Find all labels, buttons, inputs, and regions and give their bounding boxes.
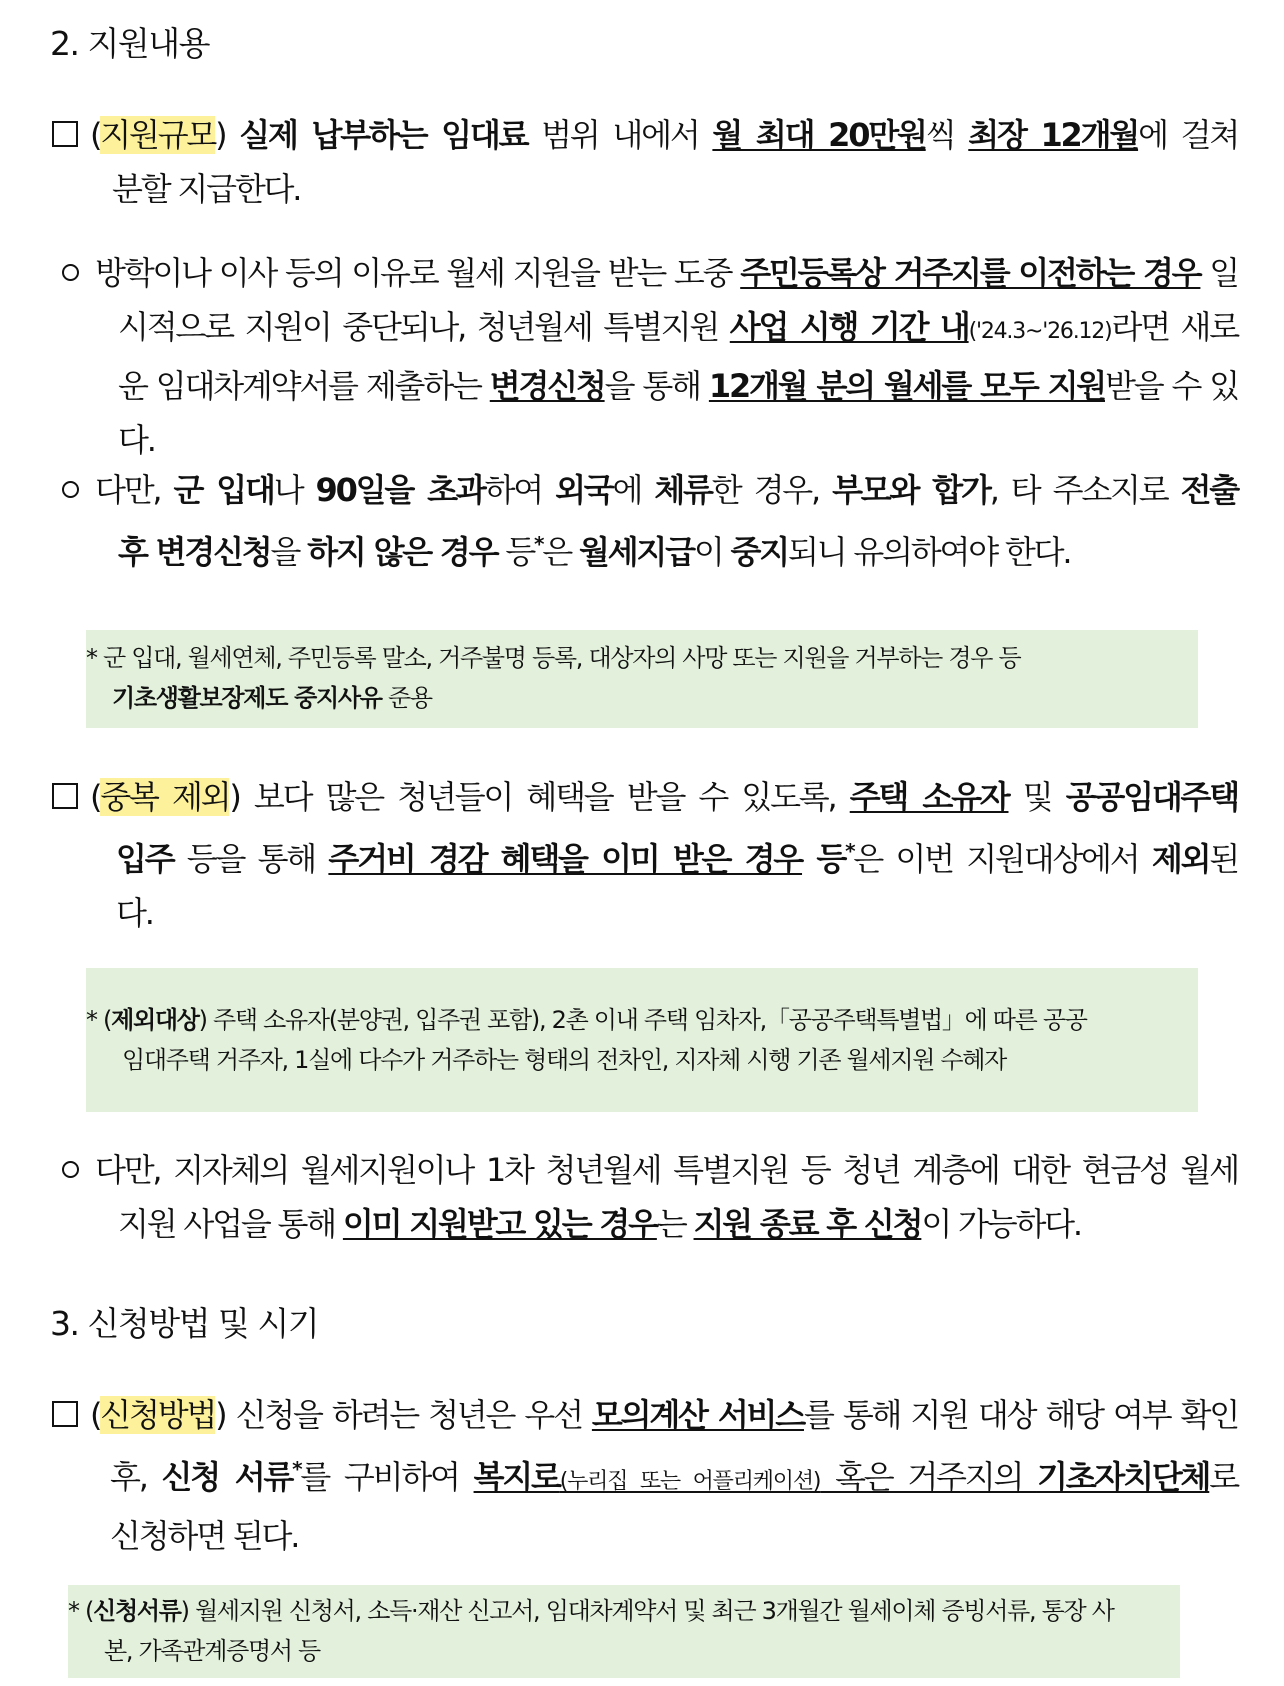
checkbox-bullet-icon [52, 783, 78, 809]
max-period-text: 최장 12개월 [968, 116, 1139, 154]
text-span: 이 가능하다. [921, 1205, 1081, 1243]
period-dates-text: ('24.3~'26.12) [968, 319, 1112, 344]
circle-bullet-icon [62, 481, 79, 498]
suspension-note-line-1: * 군 입대, 월세연체, 주민등록 말소, 거주불명 등록, 대상자의 사망 또는 지원을 거부하는 경우 등 [86, 644, 1021, 672]
documents-note-line-1 [68, 1585, 1180, 1631]
project-period-text: 사업 시행 기간 내 [729, 308, 969, 346]
suspension-line-1 [62, 463, 1238, 517]
text-span: 는 [656, 1205, 694, 1243]
support-scale-paragraph [52, 108, 1238, 216]
duplicate-tag: 중복 제외 [100, 778, 230, 816]
text-span: 씩 [925, 116, 969, 154]
text-span: 은 [542, 533, 579, 571]
text-span: 운 임대차계약서를 제출하는 [118, 367, 490, 405]
address-move-paragraph [62, 246, 1238, 467]
text-span: 로 [1209, 1458, 1238, 1496]
text-span: 를 구비하여 [300, 1458, 474, 1496]
documents-note [68, 1585, 1180, 1678]
duplicate-line-3: 다. [116, 894, 153, 932]
public-rental-text: 공공임대주택 [1065, 778, 1238, 816]
move-out-text: 전출 [1180, 471, 1238, 509]
text-span: 혹은 거주지의 [820, 1458, 1037, 1496]
abroad-text: 외국 [555, 471, 613, 509]
text-span: 한 경우, [711, 471, 833, 509]
exclusion-note-line-1 [86, 968, 1198, 1040]
apply-after-end-text: 지원 종료 후 신청 [693, 1205, 922, 1243]
exclusion-note-line-2: 임대주택 거주자, 1실에 다수가 거주하는 형태의 전차인, 지자체 시행 기존 월세지원 수혜자 [122, 1046, 1007, 1074]
exclusion-target-label: 제외대상 [111, 1006, 199, 1034]
text-span: 일 [1200, 254, 1238, 292]
duplicate-exclusion-paragraph [52, 770, 1238, 940]
move-in-text: 입주 [116, 840, 174, 878]
text-span: 된 [1209, 840, 1239, 878]
method-line-2 [52, 1442, 1238, 1509]
not-done-text: 하지 않은 경우 [307, 533, 498, 571]
text-span: 다만, [95, 471, 174, 509]
method-tag: 신청방법 [100, 1396, 216, 1434]
text-span: 은 이번 지원대상에서 [853, 840, 1152, 878]
local-support-line-2 [62, 1197, 1238, 1251]
text-span: 되니 유의하여야 한다. [787, 533, 1071, 571]
local-support-paragraph [62, 1143, 1238, 1251]
support-scale-line-2: 분할 지급한다. [112, 170, 301, 208]
text-span: 지원 사업을 통해 [118, 1205, 343, 1243]
application-docs-text: 신청 서류 [161, 1458, 293, 1496]
parents-merge-text: 부모와 합가 [832, 471, 990, 509]
text-span: 후, [110, 1458, 162, 1496]
home-owner-text: 주택 소유자 [849, 778, 1009, 816]
text-span: 에 걸쳐 [1138, 116, 1239, 154]
full-support-text: 12개월 분의 월세를 모두 지원 [708, 367, 1105, 405]
text-span: 을 [270, 533, 308, 571]
actual-rent-text: 실제 납부하는 임대료 [239, 116, 528, 154]
already-benefit-text: 주거비 경감 혜택을 이미 받은 경우 [328, 840, 803, 878]
text-span: ) 주택 소유자(분양권, 입주권 포함), 2촌 이내 주택 임차자,「공공주택특별법」에 따른 공공 [198, 1006, 1087, 1034]
text-span: 를 통해 지원 대상 해당 여부 확인 [803, 1396, 1238, 1434]
text-span: 및 [1008, 778, 1066, 816]
address-move-line-4: 다. [118, 421, 155, 459]
simulation-service-text: 모의계산 서비스 [591, 1396, 804, 1434]
bokjiro-text: 복지로 [473, 1458, 560, 1496]
change-request-text: 변경신청 [489, 367, 605, 405]
text-span: 다만, 지자체의 월세지원이나 1차 청년월세 특별지원 등 청년 계층에 대한 현금성 월세 [95, 1151, 1238, 1189]
circle-bullet-icon [62, 1161, 79, 1178]
docs-label: 신청서류 [93, 1597, 181, 1625]
text-span: , 타 주소지로 [989, 471, 1181, 509]
suspension-line-2 [62, 517, 1238, 579]
address-move-line-3 [62, 359, 1238, 413]
footnote-mark: * [292, 1457, 301, 1481]
text-span: 방학이나 이사 등의 이유로 월세 지원을 받는 도중 [95, 254, 741, 292]
exclusion-text: 제외 [1151, 840, 1210, 878]
after-change-text: 후 변경신청 [118, 533, 271, 571]
already-receiving-text: 이미 지원받고 있는 경우 [342, 1205, 657, 1243]
footnote-mark: * [845, 839, 854, 863]
text-span: 라면 새로 [1111, 308, 1238, 346]
text-span: 등을 통해 [173, 840, 329, 878]
section-3-heading: 3. 신청방법 및 시기 [50, 1304, 319, 1343]
stay-text: 체류 [654, 471, 712, 509]
checkbox-bullet-icon [52, 1401, 78, 1427]
text-span: 하여 [484, 471, 556, 509]
text-span: ) 월세지원 신청서, 소득·재산 신고서, 임대차계약서 및 최근 3개월간 월세이체 증빙서류, 통장 사 [180, 1597, 1114, 1625]
footnote-mark: * [534, 532, 543, 556]
basic-livelihood-text: 기초생활보장제도 중지사유 [112, 684, 382, 712]
circle-bullet-icon [62, 264, 79, 281]
exclusion-note [86, 968, 1198, 1112]
over-90-days-text: 90일을 초과 [315, 471, 485, 509]
duplicate-line-2 [52, 824, 1238, 886]
payment-text: 월세지급 [579, 533, 694, 571]
support-scale-tag: 지원규모 [100, 116, 216, 154]
etc-text: 등 [802, 840, 846, 878]
text-span: * ( [68, 1597, 94, 1625]
text-span: 을 통해 [604, 367, 709, 405]
text-span: 준용 [381, 684, 432, 712]
suspension-paragraph [62, 463, 1238, 579]
text-span: 신청을 하려는 청년은 우선 [225, 1396, 592, 1434]
text-span: 보다 많은 청년들이 혜택을 받을 수 있도록, [239, 778, 850, 816]
address-change-text: 주민등록상 거주지를 이전하는 경우 [740, 254, 1201, 292]
address-move-line-2 [62, 300, 1238, 359]
text-span: 시적으로 지원이 중단되나, 청년월세 특별지원 [118, 308, 730, 346]
duplicate-line-1: (중복 제외) 보다 많은 청년들이 혜택을 받을 수 있도록, 주택 소유자 및 공공임대주택 [52, 770, 1238, 824]
suspension-note [86, 630, 1198, 728]
text-span: 등 [497, 533, 535, 571]
section-2-heading: 2. 지원내용 [50, 24, 209, 63]
text-span: 받을 수 있 [1105, 367, 1238, 405]
address-move-line-1 [62, 246, 1238, 300]
support-scale-line-1: (지원규모) 실제 납부하는 임대료 범위 내에서 월 최대 20만원씩 최장 12개월에 걸쳐 [52, 108, 1238, 162]
local-support-line-1 [62, 1143, 1238, 1197]
local-government-text: 기초자치단체 [1036, 1458, 1210, 1496]
bokjiro-channel-text: (누리집 또는 어플리케이션) [559, 1469, 821, 1494]
text-span: 에 [612, 471, 655, 509]
method-line-1: (신청방법) 신청을 하려는 청년은 우선 모의계산 서비스를 통해 지원 대상 해당 여부 확인 [52, 1388, 1238, 1442]
max-amount-text: 월 최대 20만원 [712, 116, 926, 154]
text-span: 나 [273, 471, 316, 509]
text-span: * ( [86, 1006, 112, 1034]
suspension-note-line-2 [86, 678, 1184, 718]
method-line-3: 신청하면 된다. [110, 1517, 299, 1555]
text-span: 이 [693, 533, 731, 571]
documents-note-line-2: 본, 가족관계증명서 등 [104, 1637, 320, 1665]
stop-text: 중지 [730, 533, 788, 571]
text-span: 범위 내에서 [527, 116, 713, 154]
military-text: 군 입대 [173, 471, 274, 509]
checkbox-bullet-icon [52, 121, 78, 147]
application-method-paragraph [52, 1388, 1238, 1563]
